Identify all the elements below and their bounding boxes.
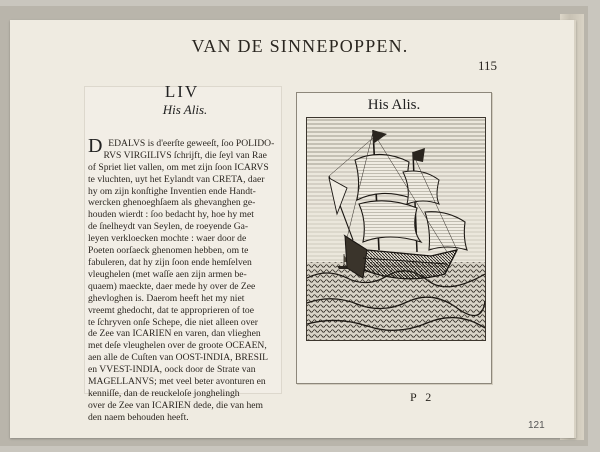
body-line: en VVEST-INDIA, oock door de Strate van	[88, 364, 256, 376]
body-line: vreemt ghedocht, dat te approprieren of toe	[88, 304, 254, 316]
body-line: de Zee van ICARIEN en varen, dan vlieghen	[88, 328, 261, 340]
body-line: met deſe vleughelen over de groote OCEAEN,	[88, 340, 267, 352]
body-line: wercken ghenoeghſaem als ghevanghen ge-	[88, 197, 256, 209]
body-line: quaem) maeckte, daer mede hy over de Zee	[88, 280, 256, 292]
body-line: of Spriet liet vallen, om met zijn ſoon ICARVS	[88, 161, 269, 173]
body-line: Poeten oorſaeck ghenomen hebben, om te	[88, 245, 249, 257]
folio-number: 115	[478, 58, 498, 73]
body-line: RVS VIRGILIVS ſchrijft, die ſeyl van Rae	[103, 149, 267, 161]
emblem-body-text	[88, 126, 278, 424]
drop-cap: D	[88, 134, 103, 157]
body-line: fabuleren, dat hy zijn ſoon ende hemſelven	[88, 256, 252, 268]
body-line: over de Zee van ICARIEN dede, die van hem	[88, 399, 264, 411]
body-line: ghevloghen is. Daerom heeft het my niet	[88, 292, 245, 304]
page-number: 121	[528, 420, 545, 431]
body-line: te vluchten, uyt het Eylandt van CRETA, daer	[88, 173, 265, 185]
body-line: houden wierdt : ſoo bedacht hy, hoe hy met	[88, 209, 254, 221]
running-head: VAN DE SINNEPOPPEN.	[191, 36, 409, 56]
body-line: den naem behouden heeft.	[88, 411, 189, 423]
body-line: leyen verkloecken mochte : waer door de	[88, 233, 247, 245]
body-line: aen alle de Cuſten van OOST-INDIA, BRESIL	[88, 352, 269, 364]
signature-mark: P 2	[410, 390, 435, 404]
engraving-plate	[296, 92, 492, 384]
body-line: hy om zijn konſtighe Inventien ende Handt-	[88, 185, 256, 197]
body-line: kenniſſe, dan de reuckeloſe jonghelingh	[88, 387, 240, 399]
plate-motto: His Alis.	[367, 97, 421, 113]
body-line: vleughelen (met waſſe aen zijn armen be-	[88, 268, 247, 280]
body-line: MAGELLANVS; met veel beter avonturen en	[88, 376, 266, 388]
body-line: EDALVS is d'eerſte geweeſt, ſoo POLIDO-	[108, 137, 275, 149]
body-line: de ſnelheydt van Seylen, de roeyende Ga-	[88, 221, 249, 233]
emblem-motto: His Alis.	[162, 102, 208, 117]
body-line: te ſchryven onſe Schepe, die niet alleen over	[88, 316, 258, 328]
sailing-ship-engraving-icon	[306, 117, 486, 341]
emblem-number: LIV	[164, 82, 200, 101]
